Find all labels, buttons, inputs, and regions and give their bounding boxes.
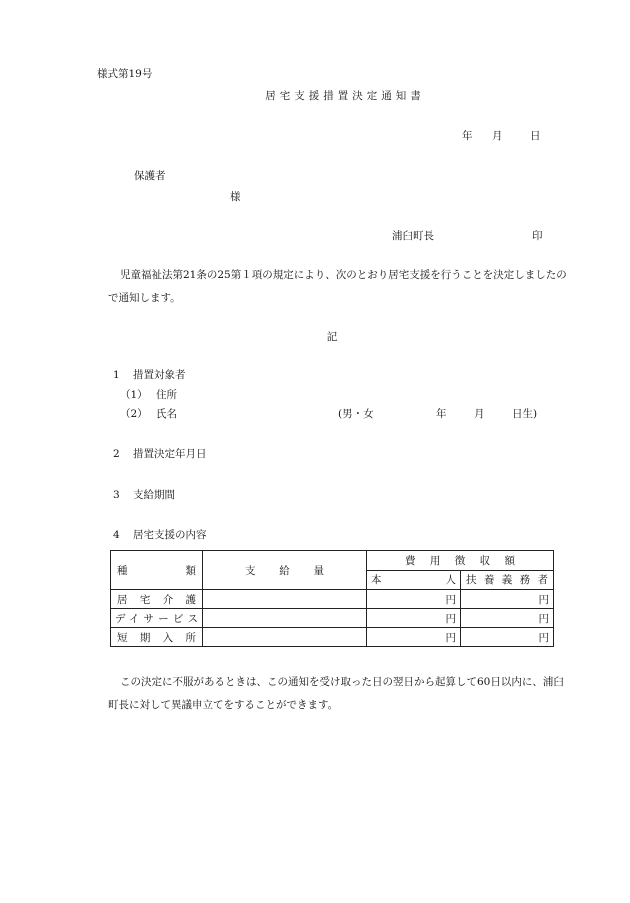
recipient-label: 保護者: [134, 170, 166, 182]
header-type: 種類: [117, 564, 196, 577]
date-year: 年: [462, 130, 473, 142]
issuer: 浦臼町長: [392, 230, 434, 242]
subitem-name: [120, 406, 177, 421]
section-number: 4: [113, 529, 120, 541]
header-amount-cell: [203, 551, 367, 590]
guardian-fee-cell: 円: [461, 590, 554, 609]
type-label: デイサービス: [115, 612, 198, 625]
header-self-cell: [367, 570, 461, 590]
form-number: 様式第19号: [97, 68, 153, 80]
gender-choice: (男・女: [338, 408, 374, 420]
header-guardian-cell: [461, 570, 554, 590]
document-title: 居宅支援措置決定通知書: [265, 90, 425, 102]
seal-mark: 印: [532, 230, 543, 242]
header-fee-cell: [367, 551, 554, 571]
header-fee: 費用徴収額: [405, 554, 515, 567]
section-1: [113, 367, 186, 382]
date-day: 日: [530, 130, 541, 142]
header-type-cell: [111, 551, 203, 590]
honorific: 様: [230, 191, 241, 203]
type-label: 短期入所: [117, 631, 196, 644]
gender-birth-line: [338, 406, 537, 421]
self-fee-cell: 円: [367, 609, 461, 628]
date-month: 月: [492, 130, 503, 142]
amount-cell: [203, 628, 367, 647]
header-self: 本人: [371, 574, 456, 587]
section-number: 2: [113, 448, 120, 460]
amount-cell: [203, 590, 367, 609]
body-paragraph: 児童福祉法第21条の25第１項の規定により、次のとおり居宅支援を行うことを決定しましたので通知します。: [108, 269, 567, 304]
support-content-table: [110, 550, 554, 647]
ki-heading: 記: [326, 331, 338, 343]
amount-cell: [203, 609, 367, 628]
self-fee-cell: 円: [367, 628, 461, 647]
type-label: 居宅介護: [117, 593, 196, 606]
date-line: [462, 128, 541, 143]
subitem-label: 氏名: [156, 408, 177, 420]
guardian-fee-cell: 円: [461, 628, 554, 647]
self-fee-cell: 円: [367, 590, 461, 609]
type-cell: [111, 628, 203, 647]
birth-month: 月: [474, 408, 485, 420]
section-2: [113, 446, 207, 461]
table-row: [111, 590, 554, 609]
type-cell: [111, 609, 203, 628]
section-label: 措置決定年月日: [133, 448, 207, 460]
header-amount: 支給量: [245, 564, 324, 577]
section-number: 3: [113, 489, 120, 501]
section-label: 支給期間: [133, 489, 175, 501]
section-label: 居宅支援の内容: [133, 529, 207, 541]
type-cell: [111, 590, 203, 609]
table-row: [111, 628, 554, 647]
table-row: [111, 609, 554, 628]
subitem-address: [120, 387, 177, 402]
subitem-number: （1）: [120, 389, 148, 401]
subitem-label: 住所: [156, 389, 177, 401]
section-number: 1: [113, 369, 120, 381]
birth-day: 日生): [512, 408, 538, 420]
objection-note: この決定に不服があるときは、この通知を受け取った日の翌日から起算して60日以内に、浦臼町長に対して異議申立てをすることができます。: [108, 676, 564, 711]
subitem-number: （2）: [120, 408, 148, 420]
guardian-fee-cell: 円: [461, 609, 554, 628]
header-guardian: 扶養義務者: [466, 574, 548, 587]
birth-year: 年: [436, 408, 447, 420]
section-label: 措置対象者: [133, 369, 186, 381]
section-4: [113, 527, 207, 542]
section-3: [113, 487, 175, 502]
